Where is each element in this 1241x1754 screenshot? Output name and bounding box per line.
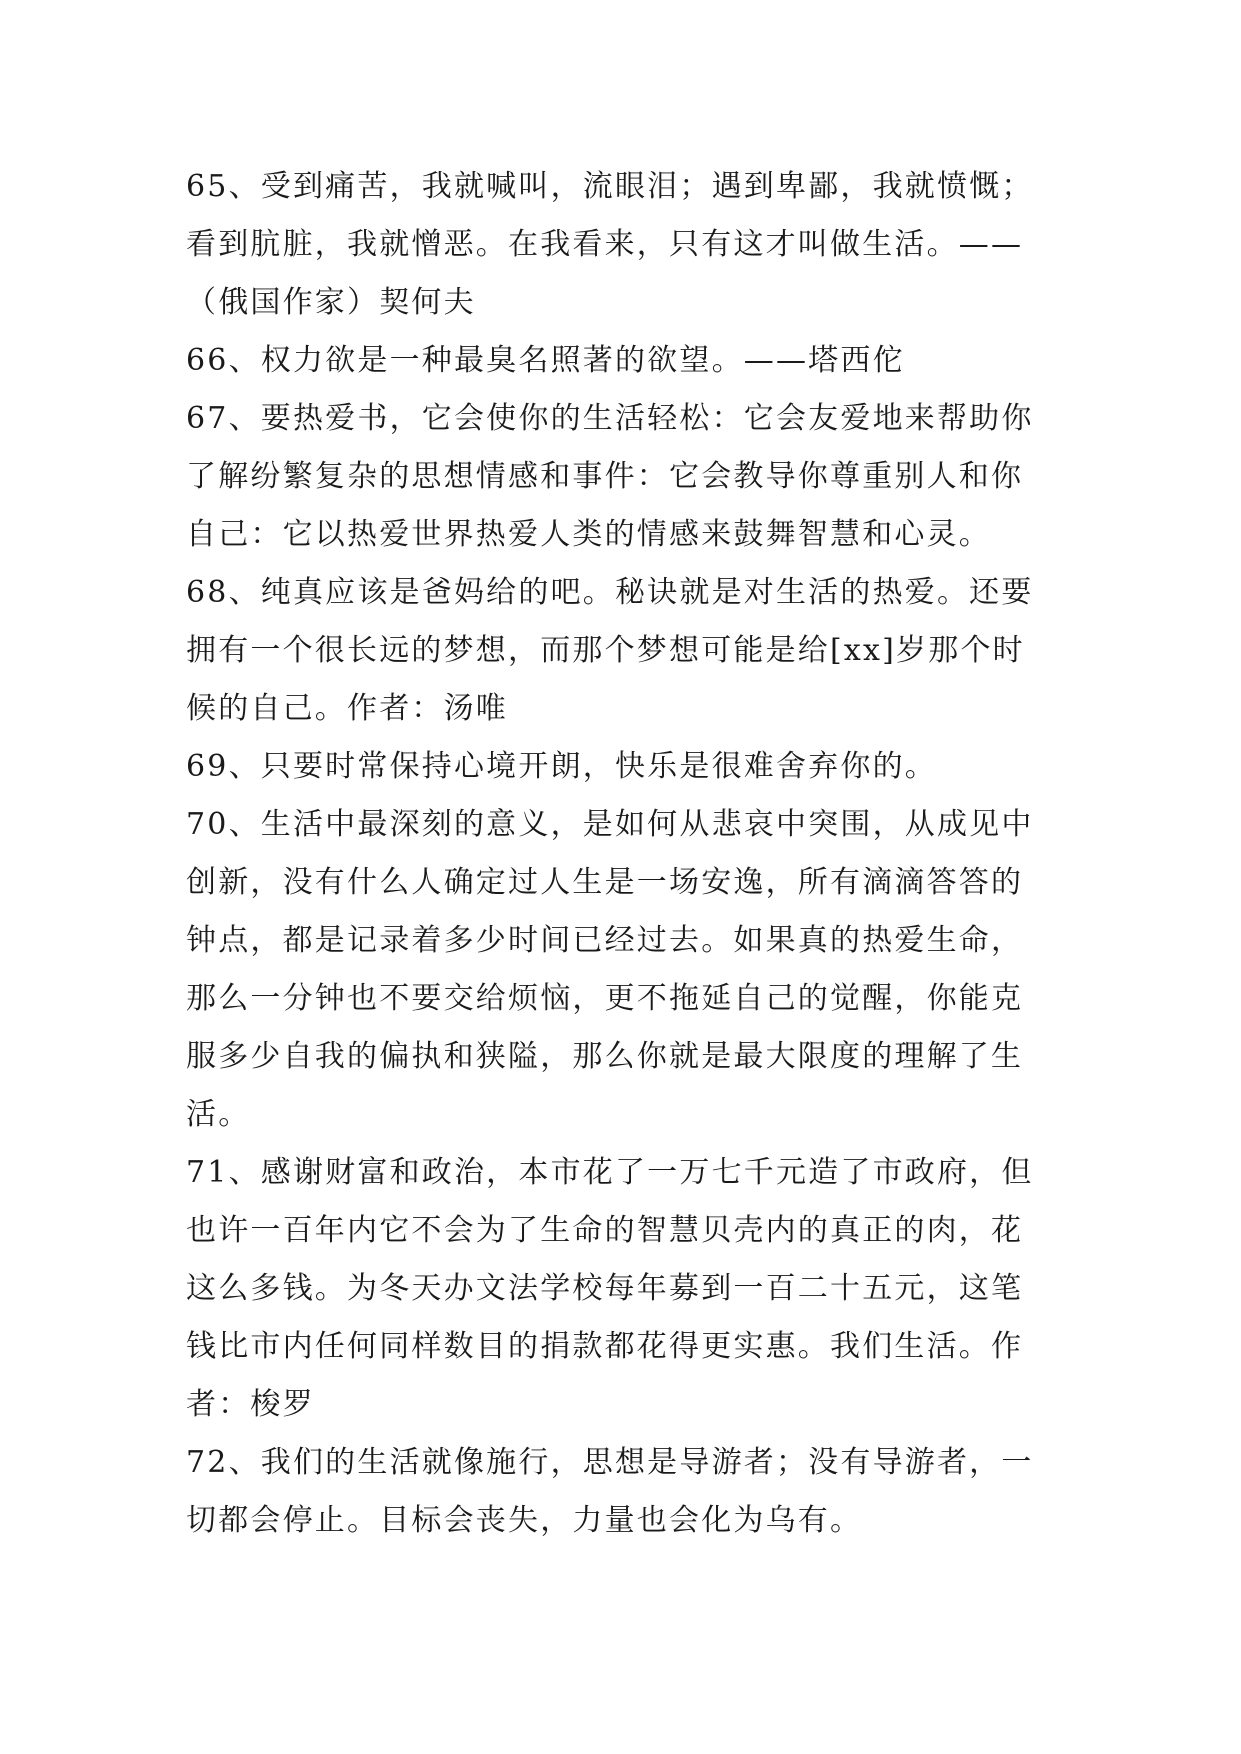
text-line: 自己：它以热爱世界热爱人类的情感来鼓舞智慧和心灵。 [186,517,991,552]
text-line: 候的自己。作者：汤唯 [186,691,508,726]
text-line: 也许一百年内它不会为了生命的智慧贝壳内的真正的肉，花 [186,1213,1024,1248]
text-line: 看到肮脏，我就憎恶。在我看来，只有这才叫做生活。—— [186,227,1024,262]
text-line: 者：梭罗 [186,1387,315,1422]
text-line: （俄国作家）契何夫 [186,285,476,320]
text-line: 服多少自我的偏执和狭隘，那么你就是最大限度的理解了生 [186,1039,1024,1074]
text-line: 65、受到痛苦，我就喊叫，流眼泪；遇到卑鄙，我就愤慨； [186,169,1034,204]
text-line: 71、感谢财富和政治，本市花了一万七千元造了市政府，但 [186,1155,1034,1190]
text-line: 那么一分钟也不要交给烦恼，更不拖延自己的觉醒，你能克 [186,981,1024,1016]
text-line: 72、我们的生活就像施行，思想是导游者；没有导游者，一 [186,1445,1034,1480]
text-line: 切都会停止。目标会丧失，力量也会化为乌有。 [186,1503,863,1538]
document-body [186,158,1066,1550]
text-line: 这么多钱。为冬天办文法学校每年募到一百二十五元，这笔 [186,1271,1024,1306]
text-line: 创新，没有什么人确定过人生是一场安逸，所有滴滴答答的 [186,865,1024,900]
text-line: 钟点，都是记录着多少时间已经过去。如果真的热爱生命， [186,923,1024,958]
text-line: 拥有一个很长远的梦想，而那个梦想可能是给[xx]岁那个时 [186,633,1025,668]
text-line: 钱比市内任何同样数目的捐款都花得更实惠。我们生活。作 [186,1329,1024,1364]
text-line: 68、纯真应该是爸妈给的吧。秘诀就是对生活的热爱。还要 [186,575,1034,610]
text-line: 66、权力欲是一种最臭名照著的欲望。——塔西佗 [186,343,905,378]
text-line: 活。 [186,1097,251,1132]
text-line: 67、要热爱书，它会使你的生活轻松：它会友爱地来帮助你 [186,401,1034,436]
text-line: 70、生活中最深刻的意义，是如何从悲哀中突围，从成见中 [186,807,1034,842]
text-line: 69、只要时常保持心境开朗，快乐是很难舍弃你的。 [186,749,937,784]
text-line: 了解纷繁复杂的思想情感和事件：它会教导你尊重别人和你 [186,459,1024,494]
